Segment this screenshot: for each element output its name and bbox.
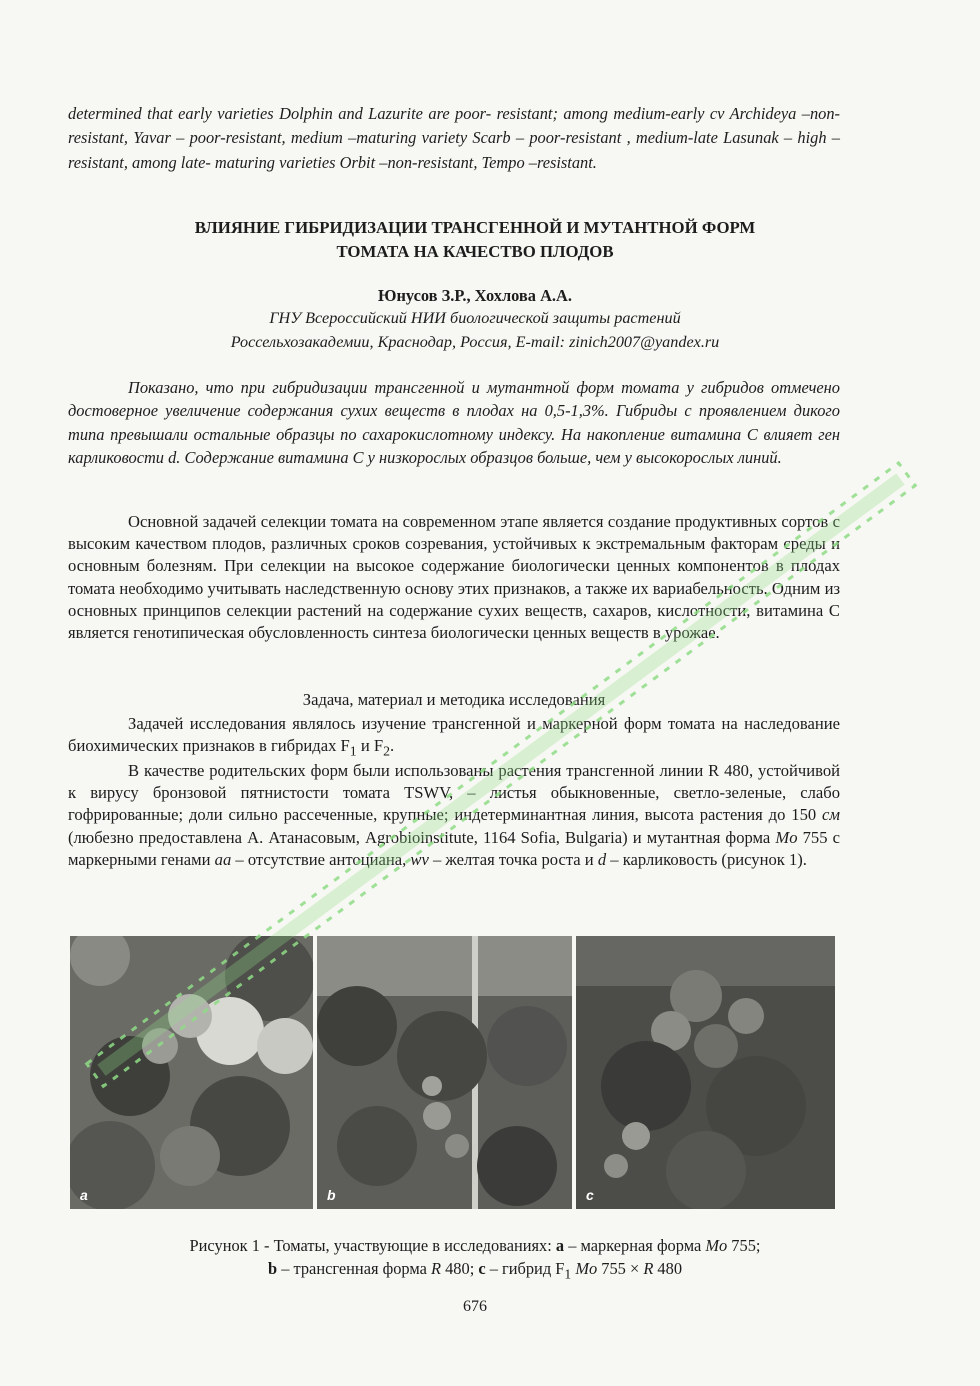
photo-hybrid-f1 bbox=[576, 936, 835, 1209]
caption-a-mo: Mo bbox=[705, 1236, 728, 1255]
caption-c-sub: 1 bbox=[564, 1265, 572, 1281]
caption-a: а bbox=[555, 1236, 565, 1255]
caption-b-num: 480; bbox=[441, 1258, 479, 1278]
title-line-1: ВЛИЯНИЕ ГИБРИДИЗАЦИИ ТРАНСГЕННОЙ И МУТАНТНОЙ ФОРМ bbox=[194, 218, 756, 237]
photo-label-a: a bbox=[80, 1187, 88, 1203]
methods-text-1: В качестве родительских форм были использованы растения трансгенной линии R 480, устойчивой к вирусу бронзовой пятнистости томата TSWV, – листья обыкновенные, светло-зеленые, слабо гофрированные; доли сильно рассеченные, крупные; индетерминантная линия, высота растения до 150 bbox=[68, 761, 840, 825]
methods-unit: см bbox=[822, 805, 840, 825]
caption-c-r: R bbox=[643, 1258, 654, 1278]
caption-c-rest: 755 × bbox=[597, 1258, 644, 1278]
photo-label-b: b bbox=[327, 1187, 336, 1203]
photo-label-c: c bbox=[586, 1187, 594, 1203]
photo-marker-form bbox=[70, 936, 313, 1209]
english-abstract: determined that early varieties Dolphin and Lazurite are poor- resistant; among medium-early cv Archideya –non-resistant, Yavar – poor-resistant, medium –maturing variety Scarb – poor-resistant , medium-late Lasunak – high –resistant, among late- maturing varieties Orbit –non-resistant, Tempo –resistant. bbox=[68, 104, 840, 172]
caption-prefix: Рисунок 1 - Томаты, участвующие в исследованиях: bbox=[189, 1236, 556, 1255]
methods-gene-d: d bbox=[597, 849, 607, 869]
russian-abstract: Показано, что при гибридизации трансгенной и мутантной форм томата у гибридов отмечено достоверное увеличение содержания сухих веществ в плодах на 0,5-1,3%. Гибриды с проявлением дикого типа превышали остальные образцы по сахарокислотному индексу. На накопление витамина С влияет ген карликовости d. Содержание витамина С у низкорослых образцов больше, чем у высокорослых линий. bbox=[68, 378, 840, 467]
methods-gene-aa: aa bbox=[214, 849, 232, 869]
aim-end: . bbox=[390, 736, 395, 756]
caption-c: c bbox=[478, 1258, 486, 1278]
methods-text-4: – отсутствие антоциана, bbox=[231, 849, 411, 869]
authors: Юнусов З.Р., Хохлова А.А. bbox=[378, 286, 572, 305]
figure-caption bbox=[80, 1235, 870, 1285]
methods-text-5: – желтая точка роста и bbox=[428, 849, 598, 869]
methods-text-3: 755 с маркерными генами bbox=[68, 827, 840, 869]
intro-paragraph: Основной задачей селекции томата на современном этапе является создание продуктивных сортов с высоким качеством плодов, различных сроков созревания, устойчивых к экстремальным факторам среды и основным болезням. При селекции на высокое содержание биологически ценных компонентов в плодах томата необходимо учитывать наследственную основу этих признаков, а также их вариабельность. Одним из основных принципов селекции растений на содержание сухих веществ, сахаров, кислотности, витамина С является генотипическая обусловленность синтеза биологически ценных веществ в урожае. bbox=[68, 512, 840, 643]
caption-c-mo: Mo bbox=[575, 1258, 598, 1278]
caption-c-text: – гибрид F bbox=[485, 1258, 565, 1278]
methods-text-6: – карликовость (рисунок 1). bbox=[606, 849, 807, 869]
aim-subscript-2: 2 bbox=[383, 743, 391, 759]
caption-a-num: 755; bbox=[727, 1236, 761, 1255]
aim-middle: и F bbox=[356, 736, 384, 756]
paper-title bbox=[80, 216, 870, 263]
methods-paragraph bbox=[68, 760, 840, 871]
caption-b: b bbox=[267, 1258, 278, 1278]
section-heading: Задача, материал и методика исследования bbox=[302, 690, 606, 709]
caption-c-end: 480 bbox=[653, 1258, 683, 1278]
photo-transgenic-form bbox=[317, 936, 572, 1209]
methods-gene-wv: wv bbox=[410, 849, 429, 869]
aim-paragraph bbox=[68, 713, 840, 763]
caption-a-text: – маркерная форма bbox=[564, 1236, 706, 1255]
title-line-2: ТОМАТА НА КАЧЕСТВО ПЛОДОВ bbox=[336, 241, 614, 261]
aim-subscript-1: 1 bbox=[349, 743, 357, 759]
methods-mo: Mo bbox=[775, 827, 798, 847]
page-number: 676 bbox=[463, 1298, 487, 1315]
affiliation bbox=[80, 306, 870, 354]
affiliation-line-1: ГНУ Всероссийский НИИ биологической защиты растений bbox=[269, 309, 681, 327]
affiliation-line-2: Россельхозакадемии, Краснодар, Россия, E-mail: zinich2007@yandex.ru bbox=[230, 333, 720, 351]
caption-b-r: R bbox=[431, 1258, 442, 1278]
caption-b-text: – трансгенная форма bbox=[277, 1258, 431, 1278]
methods-text-2: (любезно предоставлена А. Атанасовым, Agrobioinstitute, 1164 Sofia, Bulgaria) и мутантная форма bbox=[68, 827, 776, 847]
aim-text: Задачей исследования являлось изучение трансгенной и маркерной форм томата на наследование биохимических признаков в гибридах F bbox=[68, 714, 840, 756]
